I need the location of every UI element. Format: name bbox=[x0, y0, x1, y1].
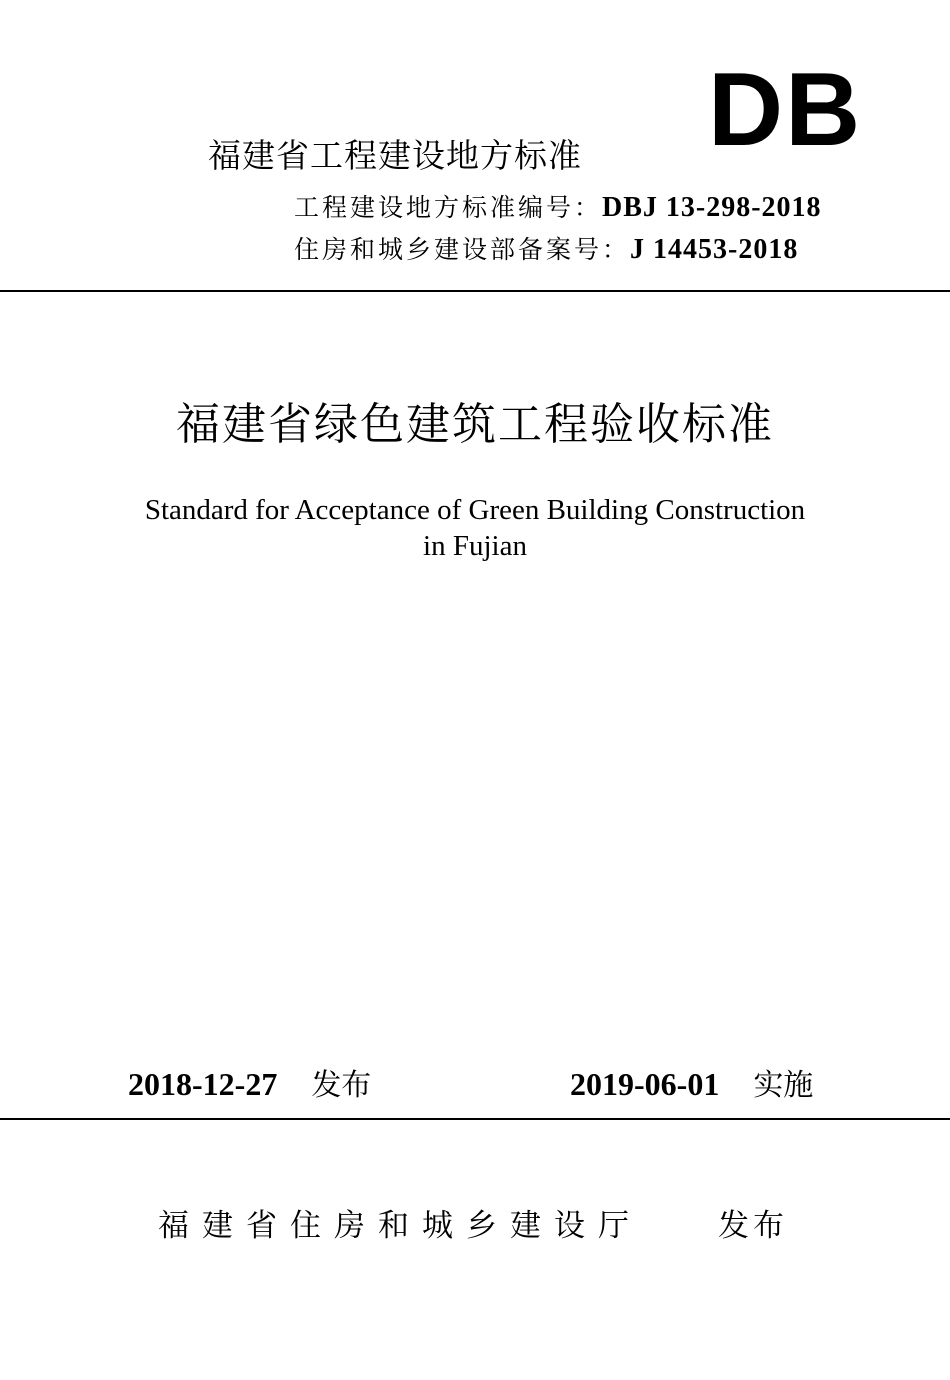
implement-date: 2019-06-01 bbox=[570, 1066, 720, 1102]
english-title-line-2: in Fujian bbox=[423, 530, 527, 562]
standard-number-value: DBJ 13-298-2018 bbox=[602, 192, 822, 223]
document-title-english bbox=[0, 492, 950, 564]
implement-word: 实施 bbox=[753, 1068, 814, 1103]
top-divider bbox=[0, 290, 950, 292]
authority-action: 发布 bbox=[718, 1208, 788, 1244]
issue-word: 发布 bbox=[311, 1068, 372, 1103]
record-number-line bbox=[294, 230, 798, 266]
record-number-value: J 14453-2018 bbox=[630, 234, 799, 265]
series-title: 福建省工程建设地方标准 bbox=[208, 136, 582, 175]
document-title-chinese: 福建省绿色建筑工程验收标准 bbox=[176, 399, 774, 450]
implement-date-row bbox=[570, 1060, 813, 1104]
english-title-line-1: Standard for Acceptance of Green Building Construction bbox=[144, 494, 806, 526]
record-number-label: 住房和城乡建设部备案号： bbox=[294, 235, 631, 264]
db-logo: DB bbox=[708, 52, 863, 168]
issue-date-row bbox=[128, 1060, 371, 1104]
issue-date: 2018-12-27 bbox=[128, 1066, 278, 1102]
standard-number-line bbox=[294, 188, 822, 224]
standard-number-label: 工程建设地方标准编号： bbox=[294, 193, 603, 222]
bottom-divider bbox=[0, 1118, 950, 1120]
issuing-authority: 福建省住房和城乡建设厅 bbox=[158, 1208, 642, 1244]
